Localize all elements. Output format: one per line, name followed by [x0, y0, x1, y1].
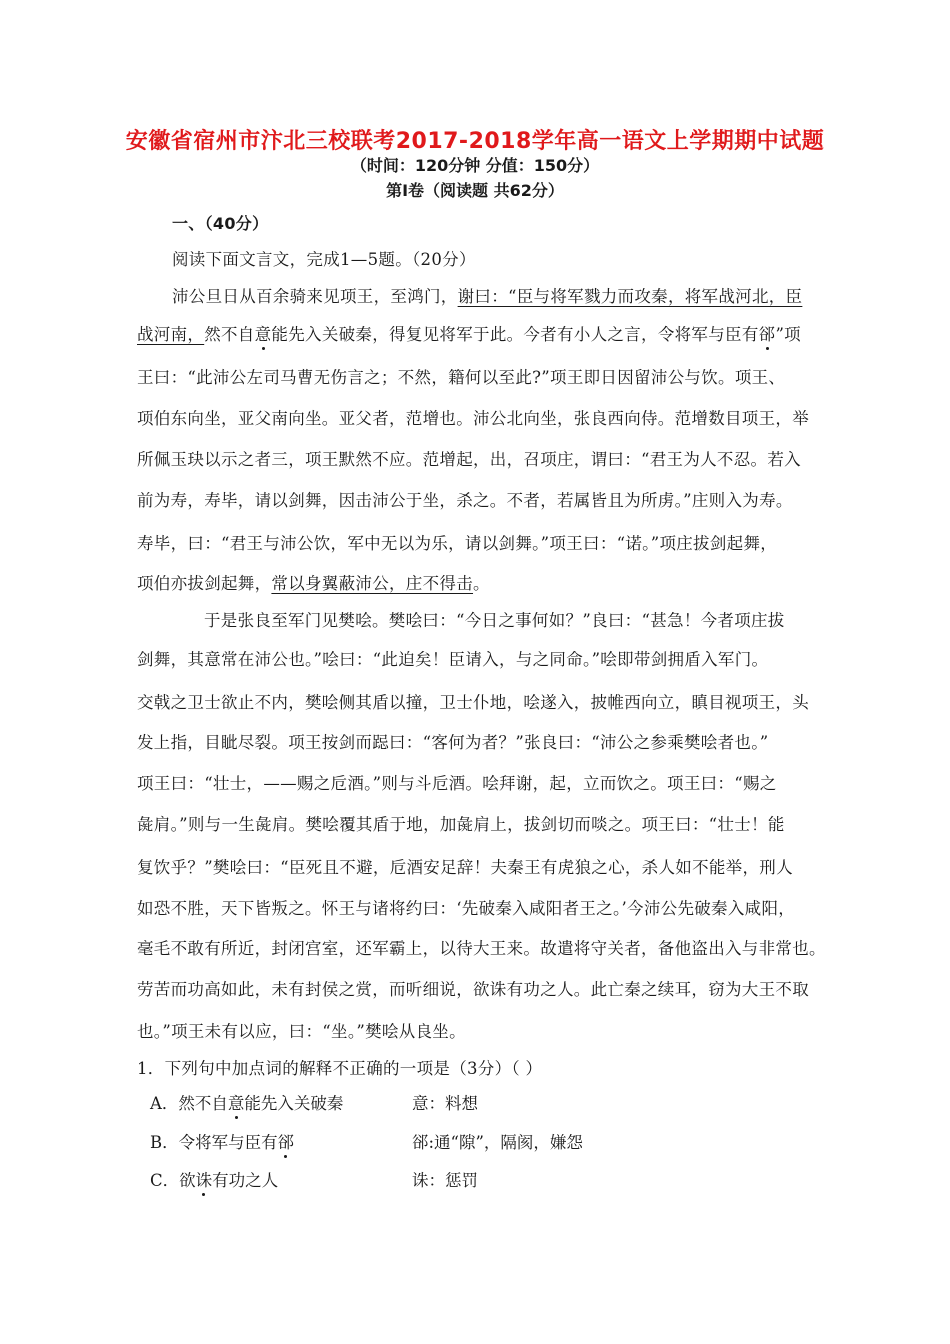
dotted-word: 郤 — [277, 1133, 295, 1152]
exam-title: 安徽省宿州市汴北三校联考2017-2018学年高一语文上学期期中试题 — [125, 129, 825, 154]
option-a — [150, 1090, 343, 1114]
passage-line: 王曰：“此沛公左司马曹无伤言之；不然，籍何以至此?”项王即日因留沛公与饮。项王、 — [137, 368, 786, 387]
text-span: 有功之人 — [212, 1171, 279, 1190]
text-span: ”项 — [775, 325, 801, 344]
passage-line — [137, 570, 490, 594]
text-span: 能先入关破秦 — [244, 1094, 344, 1113]
underlined-text: 战河南， — [137, 325, 205, 344]
option-label: B． — [150, 1133, 179, 1152]
option-b-gloss: 郤:通“隙”，隔阂，嫌怨 — [412, 1133, 583, 1152]
text-span: 沛公旦日从百余骑来见项王，至鸿门， — [172, 287, 458, 306]
option-b — [150, 1129, 294, 1153]
underlined-text: 常以身翼蔽沛公，庄不得击 — [271, 574, 474, 593]
passage-line: 寿毕，曰：“君王与沛公饮，军中无以为乐，请以剑舞。”项王曰：“诺。”项庄拔剑起舞， — [137, 534, 778, 553]
option-a-gloss: 意：料想 — [412, 1094, 478, 1113]
volume-heading: 第Ⅰ卷（阅读题 共62分） — [386, 181, 564, 200]
passage-line: 前为寿，寿毕，请以剑舞，因击沛公于坐，杀之。不者，若属皆且为所虏。”庄则入为寿。 — [137, 491, 793, 510]
dotted-word: 诛 — [195, 1171, 213, 1190]
text-span: 然不自 — [178, 1094, 228, 1113]
dotted-word: 意 — [227, 1094, 245, 1113]
passage-line: 毫毛不敢有所近，封闭宫室，还军霸上，以待大王来。故遣将守关者，备他盗出入与非常也。 — [137, 939, 826, 958]
passage-line: 彘肩。”则与一生彘肩。樊哙覆其盾于地，加彘肩上，拔剑切而啖之。项王曰：“壮士！能 — [137, 815, 785, 834]
question-stem: 1．下列句中加点词的解释不正确的一项是（3分）（ ） — [137, 1059, 543, 1078]
option-label: A． — [150, 1094, 179, 1113]
text-span: 能先入关破秦，得复见将军于此。今者有小人之言，令将军与臣有 — [271, 325, 759, 344]
passage-line: 剑舞，其意常在沛公也。”哙曰：“此迫矣！臣请入，与之同命。”哙即带剑拥盾入军门。 — [137, 650, 769, 669]
option-c — [150, 1167, 278, 1191]
option-c-gloss: 诛：惩罚 — [412, 1171, 478, 1190]
underlined-text: 谢曰：“臣与将军戮力而攻秦，将军战河北，臣 — [457, 287, 803, 306]
passage-line — [137, 321, 801, 345]
passage-line — [172, 283, 802, 307]
passage-line: 发上指，目眦尽裂。项王按剑而跽曰：“客何为者？”张良曰：“沛公之参乘樊哙者也。” — [137, 733, 769, 752]
section-instruction: 阅读下面文言文，完成1—5题。（20分） — [172, 250, 476, 269]
option-label: C． — [150, 1171, 180, 1190]
text-span: 欲 — [179, 1171, 196, 1190]
dotted-word: 意 — [254, 325, 272, 344]
passage-line: 项伯东向坐，亚父南向坐。亚父者，范增也。沛公北向坐，张良西向侍。范增数目项王，举 — [137, 409, 809, 428]
text-span: 令将军与臣有 — [178, 1133, 278, 1152]
text-span: 项伯亦拔剑起舞， — [137, 574, 272, 593]
section-heading: 一、（40分） — [172, 214, 269, 233]
passage-line: 劳苦而功高如此，未有封侯之赏，而听细说，欲诛有功之人。此亡秦之续耳，窃为大王不取 — [137, 980, 809, 999]
passage-line: 项王曰：“壮士，——赐之卮酒。”则与斗卮酒。哙拜谢，起，立而饮之。项王曰：“赐之 — [137, 774, 777, 793]
passage-line: 复饮乎？”樊哙曰：“臣死且不避，卮酒安足辞！夫秦王有虎狼之心，杀人如不能举，刑人 — [137, 858, 793, 877]
dotted-word: 郤 — [758, 325, 776, 344]
passage-line: 如恐不胜，天下皆叛之。怀王与诸将约曰：‘先破秦入咸阳者王之。’今沛公先破秦入咸阳， — [137, 899, 796, 918]
passage-line: 于是张良至军门见樊哙。樊哙曰：“今日之事何如？”良曰：“甚急！今者项庄拔 — [204, 611, 785, 630]
passage-line: 所佩玉玦以示之者三，项王默然不应。范增起，出，召项庄，谓曰：“君王为人不忍。若入 — [137, 450, 801, 469]
passage-line: 交戟之卫士欲止不内，樊哙侧其盾以撞，卫士仆地，哙遂入，披帷西向立，瞋目视项王，头 — [137, 693, 809, 712]
time-score-line: （时间：120分钟 分值：150分） — [350, 156, 600, 175]
text-span: 然不自 — [204, 325, 255, 344]
text-span: 。 — [473, 574, 490, 593]
passage-line: 也。”项王未有以应，曰：“坐。”樊哙从良坐。 — [137, 1022, 466, 1041]
